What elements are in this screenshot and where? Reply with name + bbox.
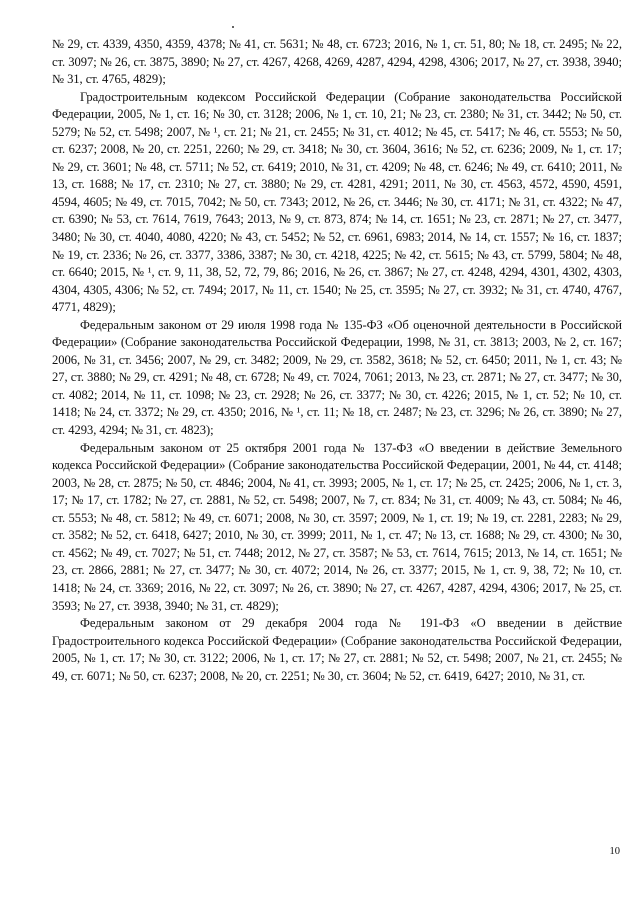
paragraph-continuation: № 29, ст. 4339, 4350, 4359, 4378; № 41, ст. 5631; № 48, ст. 6723; 2016, № 1, ст. 51, 80; № 18, ст. 2495; № 22, ст. 3097; № 26, ст. 3875, 3890; № 27, ст. 4267, 4268, 4269, 4287, 4294, 4298, 4306; 2017, № 27, ст. 3938, 3940; № 31, ст. 4765, 4829); <box>52 37 622 87</box>
page-number: 10 <box>609 846 620 857</box>
scan-speck <box>232 26 234 28</box>
paragraph-appraisal-law: Федеральным законом от 29 июля 1998 года № 135-ФЗ «Об оценочной деятельности в Российской Федерации» (Собрание законодательства Российской Федерации, 1998, № 31, ст. 3813; 2003, № 2, ст. 167; 2006, № 31, ст. 3456; 2007, № 29, ст. 3482; 2009, № 29, ст. 3582, 3618; № 52, ст. 6450; 2011, № 1, ст. 43; № 27, ст. 3880; № 29, ст. 4291; № 48, ст. 6728; № 49, ст. 7024, 7061; 2013, № 23, ст. 2871; № 27, ст. 3477; № 30, ст. 4082; 2014, № 11, ст. 1098; № 23, ст. 2928; № 26, ст. 3377; № 30, ст. 4226; 2015, № 1, ст. 52; № 10, ст. 1418; № 24, ст. 3372; № 29, ст. 4350; 2016, № ¹, ст. 11; № 18, ст. 2487; № 23, ст. 3296; № 26, ст. 3890; № 27, ст. 4293, 4294; № 31, ст. 4823); <box>52 317 622 438</box>
paragraph-urban-planning-intro-law: Федеральным законом от 29 декабря 2004 года № 191-ФЗ «О введении в действие Градостроительного кодекса Российской Федерации» (Собрание законодательства Российской Федерации, 2005, № 1, ст. 17; № 30, ст. 3122; 2006, № 1, ст. 17; № 27, ст. 2881; № 52, ст. 5498; 2007, № 21, ст. 2455; № 49, ст. 6071; № 50, ст. 6237; 2008, № 20, ст. 2251; № 30, ст. 3604; № 52, ст. 6419, 6427; 2010, № 31, ст. <box>52 616 622 683</box>
paragraph-urban-planning-code: Градостроительным кодексом Российской Федерации (Собрание законодательства Российской Федерации, 2005, № 1, ст. 16; № 30, ст. 3128; 2006, № 1, ст. 10, 21; № 23, ст. 2380; № 31, ст. 3442; № 50, ст. 5279; № 52, ст. 5498; 2007, № ¹, ст. 21; № 21, ст. 2455; № 31, ст. 4012; № 45, ст. 5417; № 46, ст. 5553; № 50, ст. 6237; 2008, № 20, ст. 2251, 2260; № 29, ст. 3418; № 30, ст. 3604, 3616; № 52, ст. 6236; 2009, № 1, ст. 17; № 29, ст. 3601; № 48, ст. 5711; № 52, ст. 6419; 2010, № 31, ст. 4209; № 48, ст. 6246; № 49, ст. 6410; 2011, № 13, ст. 1688; № 17, ст. 2310; № 27, ст. 3880; № 29, ст. 4281, 4291; 2011, № 30, ст. 4563, 4572, 4590, 4591, 4594, 4605; № 49, ст. 7015, 7042; № 50, ст. 7343; 2012, № 26, ст. 3446; № 30, ст. 4171; № 31, ст. 4322; № 47, ст. 6390; № 53, ст. 7614, 7619, 7643; 2013, № 9, ст. 873, 874; № 14, ст. 1651; № 23, ст. 2871; № 27, ст. 3477, 3480; № 30, ст. 4040, 4080, 4220; № 43, ст. 5452; № 52, ст. 6961, 6983; 2014, № 14, ст. 1557; № 16, ст. 1837; № 19, ст. 2336; № 26, ст. 3377, 3386, 3387; № 30, ст. 4218, 4225; № 42, ст. 5615; № 43, ст. 5799, 5804; № 48, ст. 6640; 2015, № ¹, ст. 9, 11, 38, 52, 72, 79, 86; 2016, № 26, ст. 3867; № 27, ст. 4248, 4294, 4301, 4302, 4303, 4304, 4305, 4306; № 52, ст. 7494; 2017, № 11, ст. 1540; № 25, ст. 3595; № 27, ст. 3932; № 31, ст. 4740, 4767, 4771, 4829); <box>52 89 622 315</box>
paragraph-land-code-law: Федеральным законом от 25 октября 2001 года № 137-ФЗ «О введении в действие Земельного кодекса Российской Федерации» (Собрание законодательства Российской Федерации, 2001, № 44, ст. 4148; 2003, № 28, ст. 2875; № 50, ст. 4846; 2004, № 41, ст. 3993; 2005, № 1, ст. 17; № 25, ст. 2425; 2006, № 1, ст. 3, 17; № 17, ст. 1782; № 27, ст. 2881, № 52, ст. 5498; 2007, № 7, ст. 834; № 31, ст. 4009; № 43, ст. 5084; № 46, ст. 5553; № 48, ст. 5812; № 49, ст. 6071; 2008, № 30, ст. 3597; 2009, № 1, ст. 19; № 19, ст. 2281, 2283; № 29, ст. 3582; № 52, ст. 6418, 6427; 2010, № 30, ст. 3999; 2011, № 1, ст. 47; № 13, ст. 1688; № 29, ст. 4300; № 30, ст. 4562; № 49, ст. 7027; № 51, ст. 7448; 2012, № 27, ст. 3587; № 53, ст. 7614, 7615; 2013, № 14, ст. 1651; № 23, ст. 2866, 2881; № 27, ст. 3477; № 30, ст. 4072; 2014, № 26, ст. 3377; 2015, № 1, ст. 9, 38, 72; № 10, ст. 1418; № 24, ст. 3369; 2016, № 22, ст. 3097; № 26, ст. 3890; № 27, ст. 4267, 4287, 4294, 4306; 2017, № 25, ст. 3593; № 27, ст. 3938, 3940; № 31, ст. 4829); <box>52 440 622 613</box>
